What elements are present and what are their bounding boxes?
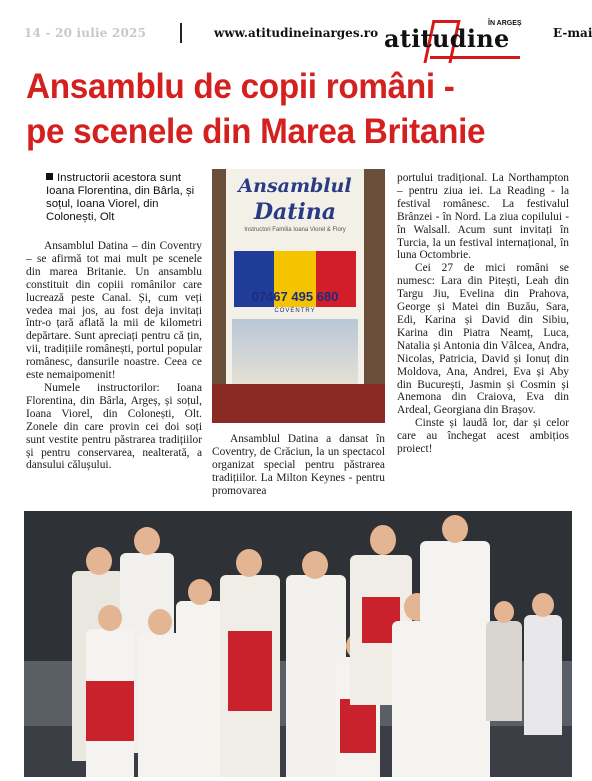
paragraph: Numele instructorilor: Ioana Florentina, din Bârla, Argeș, și soțul, Ioana Viorel, din Colonești, Olt. Zonele din care provin cei doi soți sunt vestite pentru păstrarea tradițiilor și pentru conservarea, nealterată, a dansului călușului. [26, 381, 202, 472]
logo-underline [430, 56, 520, 59]
website-link[interactable]: www.atitudineinarges.ro [214, 26, 379, 40]
ensemble-group-photo [24, 511, 572, 777]
poster-group-photo [232, 319, 358, 387]
title-line-1: Ansamblu de copii români - [26, 67, 455, 106]
email-label: E-mai [553, 26, 592, 40]
title-line-2: pe scenele din Marea Britanie [26, 112, 486, 151]
paragraph: portului tradițional. La Northampton – pentru ziua iei. La Reading - la festival românesc. La festivalul Brânzei - în Nord. La ziua copilului - în Walsall. Acum sunt invitați în Turcia, la un festival internațional, în luna Octombrie. [397, 172, 569, 262]
article-intro [46, 172, 202, 224]
paragraph: Ansamblul Datina a dansat în Coventry, de Crăciun, la un spectacol organizat special pentru păstrarea tradițiilor. La Milton Keynes - pentru promovarea [212, 433, 385, 497]
intro-text: Instructorii acestora sunt Ioana Florentina, din Bârla, și soțul, Ioana Viorel, din Colonești, Olt [46, 172, 195, 223]
carpet [212, 384, 385, 423]
poster-city: COVENTRY [274, 308, 316, 314]
poster-title-2: Datina [253, 199, 337, 225]
header-divider [180, 23, 182, 43]
poster-title-1: Ansamblul [238, 175, 352, 197]
ensemble-poster-photo [212, 169, 385, 423]
poster-tagline: Instructori Familia Ioana Viorel & Flory [244, 227, 346, 233]
poster-phone: 07467 495 680 [251, 289, 339, 304]
page-header [0, 0, 592, 62]
issue-date: 14 - 20 iulie 2025 [24, 26, 147, 40]
column-3 [397, 172, 569, 456]
logo-wordmark: atitudine [384, 24, 510, 53]
paragraph: Ansamblul Datina – din Coventry – se afirmă tot mai mult pe scenele din marea Britanie. Un ansamblu constituit din copiii românilor care lucrează peste Canal. Și, cum veți vedea mai jos, au fost deja invitați într-o țară aflată la mii de kilometri depărtare. Sunt apreciați pentru că țin, vii, tradițiile românești, portul popular românesc, dansurile noastre. Ceea ce este nemaipomenit! [26, 240, 202, 382]
column-1 [26, 240, 202, 472]
article-title [26, 64, 544, 154]
logo-region: ÎN ARGEȘ [488, 20, 522, 27]
paragraph: Cei 27 de mici români se numesc: Lara din Pitești, Leah din Targu Jiu, Evelina din Prahova, George și Matei din Buzău, Sara, Edi, Karina și David din Sibiu, Karina din Piatra Neamț, Luca, Natalia și Antonia din Vâlcea, Andra, Nicolas, Patricia, David și Ionuț din Moldova, Ana, Andrei, Eva și Aby din București, Jasmin și Cosmin și Anemona din Craiova, Eva din Ardeal, Georgiana din Brașov. [397, 262, 569, 417]
column-2 [212, 433, 385, 498]
newspaper-logo[interactable] [384, 20, 534, 60]
square-bullet-icon [46, 173, 53, 180]
paragraph: Cinste și laudă lor, dar și celor care au închegat acest ambițios proiect! [397, 417, 569, 456]
